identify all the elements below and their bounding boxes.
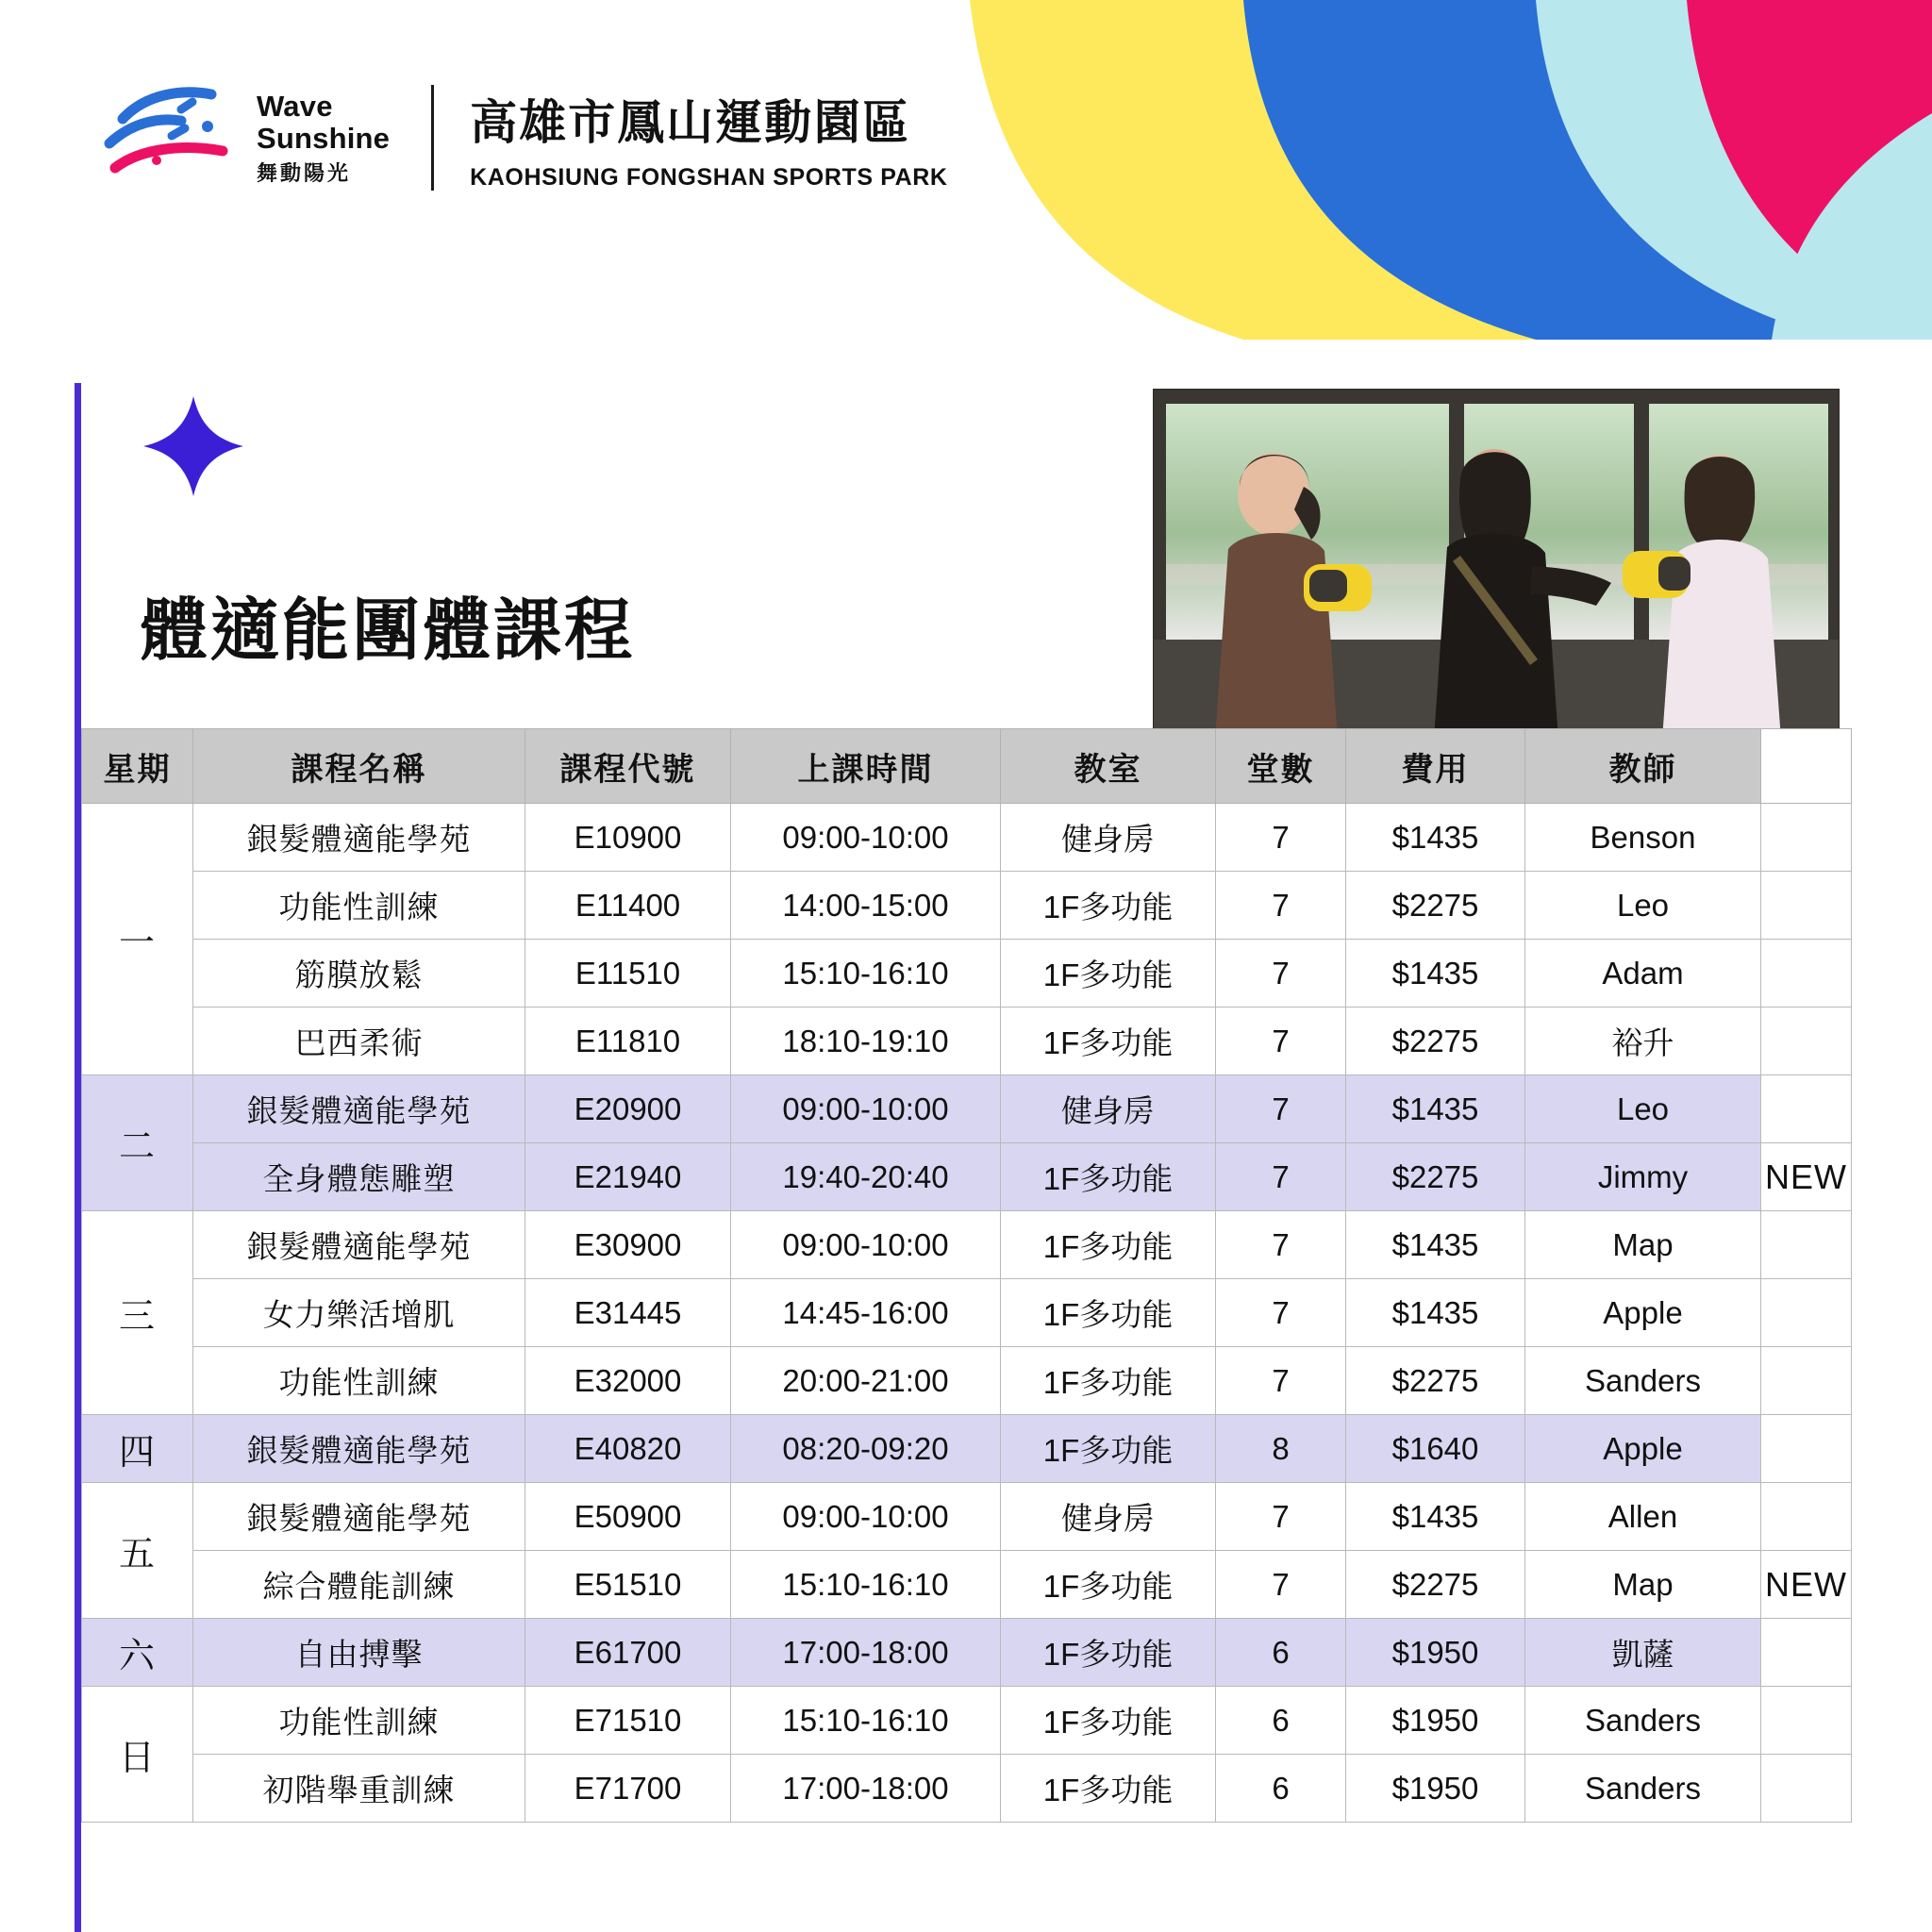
cell-fee: $2275 xyxy=(1346,1143,1525,1211)
cell-fee: $1950 xyxy=(1346,1619,1525,1687)
cell-day: 三 xyxy=(82,1211,193,1415)
cell-sessions: 7 xyxy=(1216,1279,1346,1347)
cell-course-name: 功能性訓練 xyxy=(193,1347,525,1415)
cell-classroom: 1F多功能 xyxy=(1001,872,1216,940)
cell-sessions: 7 xyxy=(1216,1008,1346,1075)
cell-class-time: 17:00-18:00 xyxy=(731,1619,1001,1687)
cell-classroom: 1F多功能 xyxy=(1001,1211,1216,1279)
cell-class-time: 18:10-19:10 xyxy=(731,1008,1001,1075)
cell-teacher: Sanders xyxy=(1525,1755,1761,1823)
cell-course-code: E31445 xyxy=(525,1279,731,1347)
column-header-day: 星期 xyxy=(82,729,193,804)
cell-course-code: E51510 xyxy=(525,1551,731,1619)
cell-course-name: 功能性訓練 xyxy=(193,872,525,940)
cell-class-time: 15:10-16:10 xyxy=(731,940,1001,1008)
cell-sessions: 7 xyxy=(1216,1483,1346,1551)
course-schedule-table xyxy=(81,728,1852,1823)
cell-class-time: 14:45-16:00 xyxy=(731,1279,1001,1347)
cell-fee: $1435 xyxy=(1346,1279,1525,1347)
left-accent-rule xyxy=(75,383,81,1932)
logo-en-line1: Wave xyxy=(257,90,333,124)
cell-fee: $1435 xyxy=(1346,1075,1525,1143)
venue-title-en: KAOHSIUNG FONGSHAN SPORTS PARK xyxy=(470,163,948,191)
cell-teacher: 裕升 xyxy=(1525,1008,1761,1075)
cell-fee: $1435 xyxy=(1346,940,1525,1008)
column-header-class-time: 上課時間 xyxy=(731,729,1001,804)
cell-course-code: E10900 xyxy=(525,804,731,872)
header-divider xyxy=(431,85,434,191)
cell-sessions: 8 xyxy=(1216,1415,1346,1483)
cell-day: 日 xyxy=(82,1687,193,1823)
brand-header xyxy=(91,81,948,194)
table-body xyxy=(82,804,1852,1823)
new-badge: NEW xyxy=(1761,1551,1852,1619)
cell-course-name: 自由搏擊 xyxy=(193,1619,525,1687)
cell-sessions: 7 xyxy=(1216,940,1346,1008)
cell-teacher: Leo xyxy=(1525,1075,1761,1143)
cell-sessions: 7 xyxy=(1216,1347,1346,1415)
cell-fee: $1435 xyxy=(1346,1211,1525,1279)
cell-teacher: Jimmy xyxy=(1525,1143,1761,1211)
cell-course-name: 銀髮體適能學苑 xyxy=(193,804,525,872)
table-row xyxy=(82,1075,1852,1143)
cell-class-time: 20:00-21:00 xyxy=(731,1347,1001,1415)
cell-course-name: 巴西柔術 xyxy=(193,1008,525,1075)
cell-teacher: Sanders xyxy=(1525,1687,1761,1755)
new-badge xyxy=(1761,1687,1852,1755)
cell-classroom: 1F多功能 xyxy=(1001,1755,1216,1823)
new-badge xyxy=(1761,1008,1852,1075)
column-header-course-name: 課程名稱 xyxy=(193,729,525,804)
page-title: 體適能團體課程 xyxy=(140,593,636,669)
column-header-badge xyxy=(1761,729,1852,804)
logo-en-line2: Sunshine xyxy=(257,121,391,155)
cell-classroom: 1F多功能 xyxy=(1001,1687,1216,1755)
ribbon-shapes-icon xyxy=(932,0,1932,340)
cell-sessions: 7 xyxy=(1216,872,1346,940)
cell-fee: $2275 xyxy=(1346,872,1525,940)
table-row xyxy=(82,1415,1852,1483)
table-row xyxy=(82,1347,1852,1415)
new-badge xyxy=(1761,1755,1852,1823)
cell-course-code: E11400 xyxy=(525,872,731,940)
cell-class-time: 09:00-10:00 xyxy=(731,1211,1001,1279)
cell-sessions: 7 xyxy=(1216,804,1346,872)
new-badge xyxy=(1761,1211,1852,1279)
cell-course-code: E61700 xyxy=(525,1619,731,1687)
cell-class-time: 09:00-10:00 xyxy=(731,1483,1001,1551)
header-ribbon-decoration xyxy=(932,0,1932,340)
cell-course-name: 女力樂活增肌 xyxy=(193,1279,525,1347)
boxing-photo-illustration xyxy=(1153,389,1840,740)
column-header-fee: 費用 xyxy=(1346,729,1525,804)
cell-day: 一 xyxy=(82,804,193,1075)
cell-course-code: E71510 xyxy=(525,1687,731,1755)
column-header-course-code: 課程代號 xyxy=(525,729,731,804)
table-row xyxy=(82,872,1852,940)
cell-class-time: 09:00-10:00 xyxy=(731,1075,1001,1143)
new-badge xyxy=(1761,804,1852,872)
cell-course-code: E32000 xyxy=(525,1347,731,1415)
table-row xyxy=(82,1619,1852,1687)
cell-classroom: 1F多功能 xyxy=(1001,1279,1216,1347)
cell-teacher: 凱薩 xyxy=(1525,1619,1761,1687)
cell-fee: $1950 xyxy=(1346,1687,1525,1755)
cell-classroom: 1F多功能 xyxy=(1001,1347,1216,1415)
cell-classroom: 1F多功能 xyxy=(1001,1415,1216,1483)
cell-class-time: 17:00-18:00 xyxy=(731,1755,1001,1823)
new-badge xyxy=(1761,1347,1852,1415)
cell-classroom: 1F多功能 xyxy=(1001,1551,1216,1619)
cell-classroom: 健身房 xyxy=(1001,804,1216,872)
cell-fee: $1435 xyxy=(1346,804,1525,872)
cell-classroom: 健身房 xyxy=(1001,1075,1216,1143)
cell-fee: $2275 xyxy=(1346,1008,1525,1075)
cell-teacher: Map xyxy=(1525,1551,1761,1619)
cell-sessions: 6 xyxy=(1216,1755,1346,1823)
cell-class-time: 15:10-16:10 xyxy=(731,1551,1001,1619)
cell-fee: $1435 xyxy=(1346,1483,1525,1551)
cell-course-name: 銀髮體適能學苑 xyxy=(193,1415,525,1483)
column-header-classroom: 教室 xyxy=(1001,729,1216,804)
cell-teacher: Adam xyxy=(1525,940,1761,1008)
table-row xyxy=(82,804,1852,872)
new-badge xyxy=(1761,940,1852,1008)
cell-teacher: Apple xyxy=(1525,1279,1761,1347)
cell-teacher: Map xyxy=(1525,1211,1761,1279)
cell-fee: $1950 xyxy=(1346,1755,1525,1823)
diamond-accent-icon xyxy=(143,396,243,496)
cell-sessions: 6 xyxy=(1216,1687,1346,1755)
cell-course-name: 全身體態雕塑 xyxy=(193,1143,525,1211)
new-badge xyxy=(1761,1075,1852,1143)
cell-classroom: 1F多功能 xyxy=(1001,1619,1216,1687)
venue-title-zh: 高雄市鳳山運動園區 xyxy=(470,95,912,149)
cell-course-code: E21940 xyxy=(525,1143,731,1211)
cell-course-code: E30900 xyxy=(525,1211,731,1279)
cell-course-code: E40820 xyxy=(525,1415,731,1483)
cell-course-name: 綜合體能訓練 xyxy=(193,1551,525,1619)
cell-course-name: 銀髮體適能學苑 xyxy=(193,1075,525,1143)
cell-course-name: 初階舉重訓練 xyxy=(193,1755,525,1823)
cell-teacher: Allen xyxy=(1525,1483,1761,1551)
cell-class-time: 15:10-16:10 xyxy=(731,1687,1001,1755)
cell-course-code: E11510 xyxy=(525,940,731,1008)
cell-sessions: 7 xyxy=(1216,1143,1346,1211)
column-header-sessions: 堂數 xyxy=(1216,729,1346,804)
cell-fee: $2275 xyxy=(1346,1347,1525,1415)
table-row xyxy=(82,1279,1852,1347)
table-row xyxy=(82,1755,1852,1823)
cell-course-code: E11810 xyxy=(525,1008,731,1075)
cell-sessions: 6 xyxy=(1216,1619,1346,1687)
cell-course-name: 功能性訓練 xyxy=(193,1687,525,1755)
cell-teacher: Apple xyxy=(1525,1415,1761,1483)
table-row xyxy=(82,1687,1852,1755)
cell-course-name: 銀髮體適能學苑 xyxy=(193,1483,525,1551)
cell-course-code: E71700 xyxy=(525,1755,731,1823)
cell-classroom: 1F多功能 xyxy=(1001,940,1216,1008)
wave-sunshine-logo-icon xyxy=(91,81,247,194)
cell-class-time: 08:20-09:20 xyxy=(731,1415,1001,1483)
cell-fee: $1640 xyxy=(1346,1415,1525,1483)
schedule-table-wrapper xyxy=(81,728,1851,1823)
cell-class-time: 09:00-10:00 xyxy=(731,804,1001,872)
cell-class-time: 19:40-20:40 xyxy=(731,1143,1001,1211)
table-row xyxy=(82,1143,1852,1211)
cell-teacher: Leo xyxy=(1525,872,1761,940)
course-photo xyxy=(1153,389,1840,740)
cell-classroom: 健身房 xyxy=(1001,1483,1216,1551)
cell-day: 六 xyxy=(82,1619,193,1687)
cell-teacher: Benson xyxy=(1525,804,1761,872)
cell-course-code: E50900 xyxy=(525,1483,731,1551)
table-row xyxy=(82,940,1852,1008)
table-row xyxy=(82,1483,1852,1551)
cell-course-code: E20900 xyxy=(525,1075,731,1143)
new-badge xyxy=(1761,872,1852,940)
logo-wordmark xyxy=(257,91,390,185)
new-badge xyxy=(1761,1279,1852,1347)
table-header-row xyxy=(82,729,1852,804)
cell-sessions: 7 xyxy=(1216,1551,1346,1619)
cell-fee: $2275 xyxy=(1346,1551,1525,1619)
new-badge: NEW xyxy=(1761,1143,1852,1211)
cell-day: 五 xyxy=(82,1483,193,1619)
new-badge xyxy=(1761,1619,1852,1687)
cell-classroom: 1F多功能 xyxy=(1001,1008,1216,1075)
logo-zh: 舞動陽光 xyxy=(257,161,352,186)
table-row xyxy=(82,1008,1852,1075)
cell-class-time: 14:00-15:00 xyxy=(731,872,1001,940)
cell-day: 二 xyxy=(82,1075,193,1211)
cell-sessions: 7 xyxy=(1216,1211,1346,1279)
cell-classroom: 1F多功能 xyxy=(1001,1143,1216,1211)
venue-name-block xyxy=(470,85,947,192)
cell-teacher: Sanders xyxy=(1525,1347,1761,1415)
cell-course-name: 銀髮體適能學苑 xyxy=(193,1211,525,1279)
new-badge xyxy=(1761,1483,1852,1551)
new-badge xyxy=(1761,1415,1852,1483)
table-row xyxy=(82,1551,1852,1619)
cell-day: 四 xyxy=(82,1415,193,1483)
column-header-teacher: 教師 xyxy=(1525,729,1761,804)
cell-course-name: 筋膜放鬆 xyxy=(193,940,525,1008)
table-row xyxy=(82,1211,1852,1279)
cell-sessions: 7 xyxy=(1216,1075,1346,1143)
